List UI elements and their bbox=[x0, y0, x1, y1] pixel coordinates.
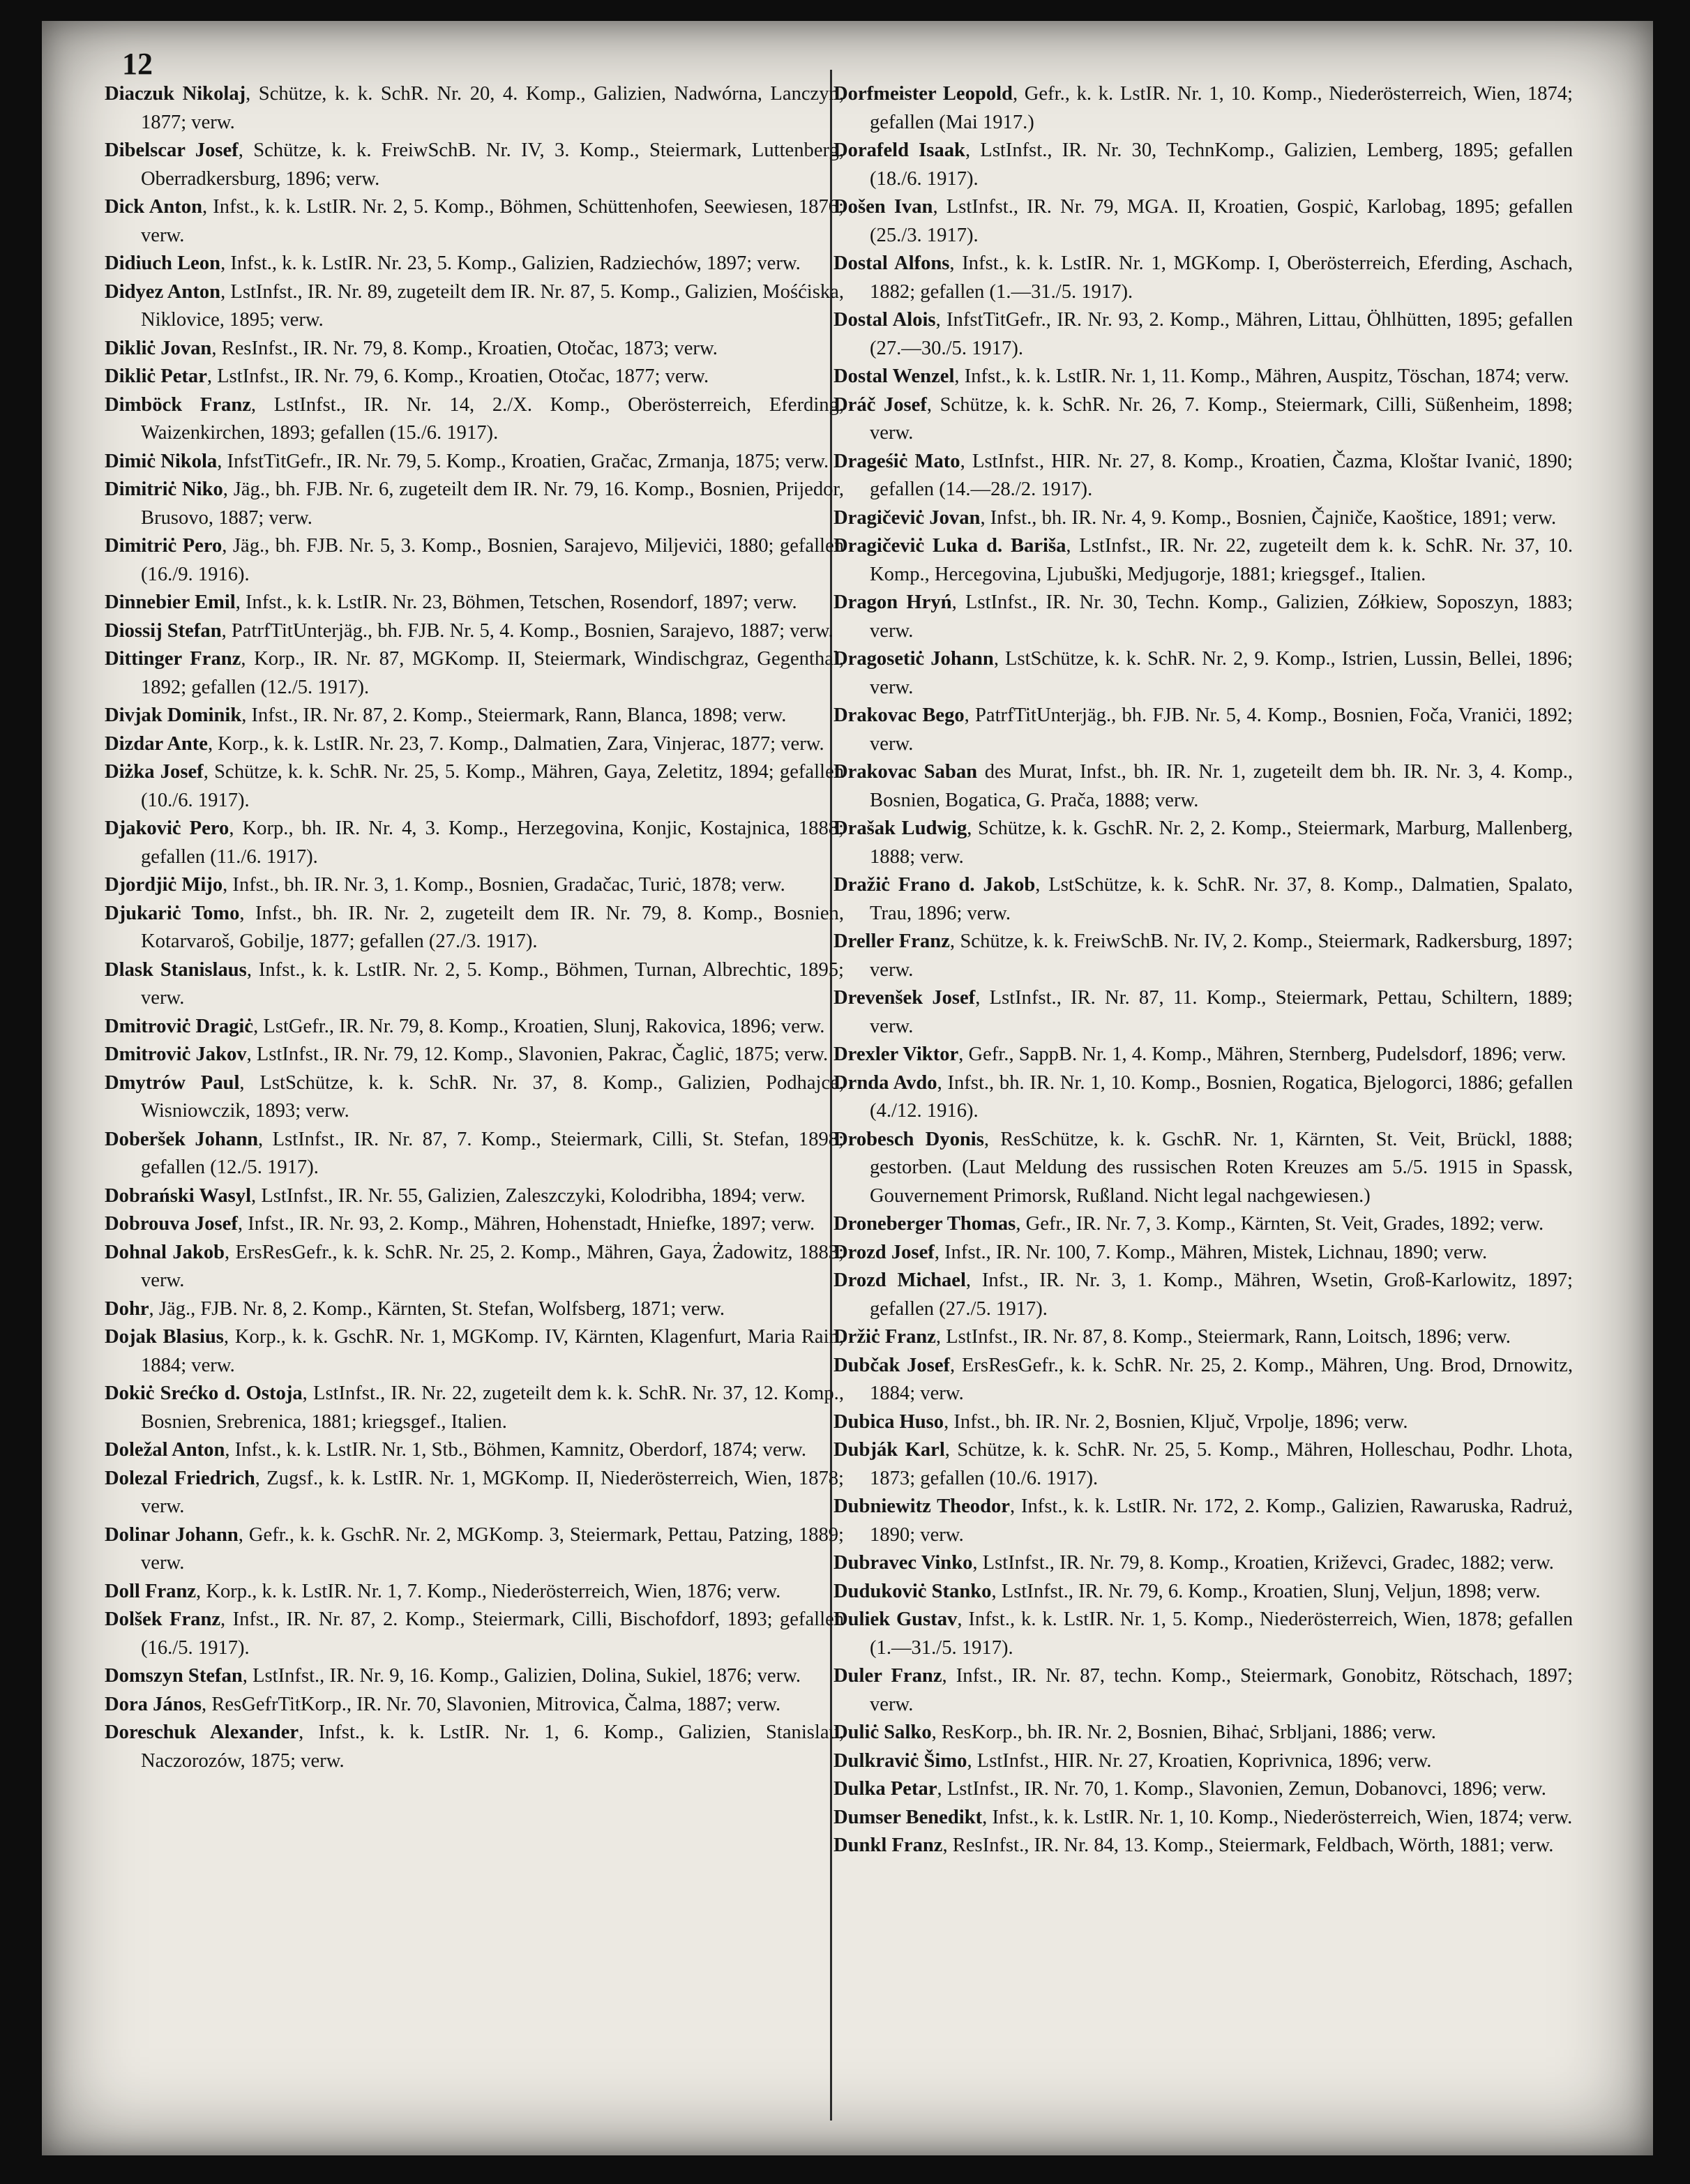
list-entry bbox=[833, 193, 1573, 250]
entry-details: , Jäg., bh. FJB. Nr. 6, zugeteilt dem IR. Nr. 79, 16. Komp., Bosnien, Prijedor, Brusovo, 1887; verw. bbox=[141, 479, 844, 529]
list-entry bbox=[833, 1747, 1573, 1776]
entry-name: Dorfmeister Leopold bbox=[833, 83, 1013, 105]
entry-details: , ErsResGefr., k. k. SchR. Nr. 25, 2. Komp., Mähren, Ung. Brod, Drnowitz, 1884; verw. bbox=[870, 1354, 1573, 1404]
list-entry bbox=[105, 1013, 844, 1041]
entry-details: , LstInfst., IR. Nr. 87, 7. Komp., Steiermark, Cilli, St. Stefan, 1898; gefallen (12./5. 1917). bbox=[141, 1128, 844, 1178]
list-entry bbox=[833, 137, 1573, 193]
list-entry bbox=[833, 1832, 1573, 1860]
entry-name: Dora János bbox=[105, 1693, 202, 1715]
entry-name: Dobrański Wasyl bbox=[105, 1184, 252, 1207]
entry-details: , Infst., IR. Nr. 3, 1. Komp., Mähren, Wsetin, Groß-Karlowitz, 1897; gefallen (27./5. 1917). bbox=[870, 1270, 1573, 1320]
list-entry bbox=[105, 617, 844, 646]
entry-name: Dragosetiċ Johann bbox=[833, 648, 994, 670]
entry-details: , Jäg., bh. FJB. Nr. 5, 3. Komp., Bosnien, Sarajevo, Miljeviċi, 1880; gefallen (16./9. 1916). bbox=[141, 535, 844, 585]
list-entry bbox=[105, 900, 844, 956]
entry-details: , ResSchütze, k. k. GschR. Nr. 1, Kärnten, St. Veit, Brückl, 1888; gestorben. (Laut Meldung des russischen Roten Kreuzes am 5./5. 1915 in Spassk, Gouvernement Primorsk, Rußland. Nicht legal nachgewiesen.) bbox=[870, 1128, 1573, 1207]
entry-name: Dizdar Ante bbox=[105, 732, 208, 755]
entry-details: , Infst., IR. Nr. 87, techn. Komp., Steiermark, Gonobitz, Rötschach, 1897; verw. bbox=[870, 1665, 1573, 1715]
entry-details: , ResGefrTitKorp., IR. Nr. 70, Slavonien, Mitrovica, Čalma, 1887; verw. bbox=[202, 1693, 781, 1715]
entry-details: , Schütze, k. k. SchR. Nr. 25, 5. Komp., Mähren, Holleschau, Podhr. Lhota, 1873; gefallen (10./6. 1917). bbox=[870, 1439, 1573, 1489]
entry-details: , Infst., IR. Nr. 87, 2. Komp., Steiermark, Rann, Blanca, 1898; verw. bbox=[241, 705, 787, 726]
list-entry bbox=[833, 448, 1573, 504]
entry-name: Dobrouva Josef bbox=[105, 1213, 238, 1235]
entry-name: Dick Anton bbox=[105, 196, 202, 218]
entry-name: Dimböck Franz bbox=[105, 393, 251, 416]
entry-details: , Infst., k. k. LstIR. Nr. 2, 5. Komp., Böhmen, Schüttenhofen, Seewiesen, 1876; verw. bbox=[141, 196, 845, 246]
entry-name: Domszyn Stefan bbox=[105, 1665, 243, 1687]
entry-details: , Infst., bh. IR. Nr. 2, Bosnien, Ključ, Vrpolje, 1896; verw. bbox=[944, 1410, 1408, 1433]
list-entry bbox=[833, 1719, 1573, 1747]
entry-details: , LstSchütze, k. k. SchR. Nr. 37, 8. Komp., Galizien, Podhajce, Wisniowczik, 1893; verw. bbox=[141, 1071, 845, 1122]
entry-details: , LstInfst., HIR. Nr. 27, Kroatien, Koprivnica, 1896; verw. bbox=[967, 1749, 1432, 1772]
entry-name: Duler Franz bbox=[833, 1665, 942, 1687]
entry-name: Dolezal Friedrich bbox=[105, 1467, 255, 1489]
entry-name: Dumser Benedikt bbox=[833, 1806, 983, 1828]
entry-details: , Jäg., FJB. Nr. 8, 2. Komp., Kärnten, St. Stefan, Wolfsberg, 1871; verw. bbox=[149, 1297, 725, 1320]
entry-details: , PatrfTitUnterjäg., bh. FJB. Nr. 5, 4. Komp., Bosnien, Foča, Vraniċi, 1892; verw. bbox=[870, 705, 1573, 755]
entry-name: Djukariċ Tomo bbox=[105, 902, 240, 924]
entry-details: , Infst., k. k. LstIR. Nr. 2, 5. Komp., Böhmen, Turnan, Albrechtic, 1895; verw. bbox=[141, 958, 844, 1009]
list-entry bbox=[105, 1465, 844, 1521]
entry-name: Dubniewitz Theodor bbox=[833, 1496, 1010, 1517]
entry-details: , Infst., k. k. LstIR. Nr. 1, 5. Komp., Niederösterreich, Wien, 1878; gefallen (1.—31./5. 1917). bbox=[870, 1609, 1573, 1659]
list-entry bbox=[833, 1239, 1573, 1267]
entry-details: des Murat, Infst., bh. IR. Nr. 1, zugeteilt dem bh. IR. Nr. 3, 4. Komp., Bosnien, Bogatica, G. Prača, 1888; verw. bbox=[870, 761, 1573, 811]
entry-details: , Korp., k. k. LstIR. Nr. 23, 7. Komp., Dalmatien, Zara, Vinjerac, 1877; verw. bbox=[208, 732, 824, 755]
entry-details: , Zugsf., k. k. LstIR. Nr. 1, MGKomp. II, Niederösterreich, Wien, 1878; verw. bbox=[141, 1467, 844, 1517]
list-entry bbox=[833, 815, 1573, 871]
entry-details: , ResInfst., IR. Nr. 79, 8. Komp., Kroatien, Otočac, 1873; verw. bbox=[211, 337, 718, 359]
entry-details: , Gefr., k. k. GschR. Nr. 2, MGKomp. 3, Steiermark, Pettau, Patzing, 1889; verw. bbox=[141, 1523, 844, 1574]
entry-details: , LstInfst., IR. Nr. 30, TechnKomp., Galizien, Lemberg, 1895; gefallen (18./6. 1917). bbox=[870, 140, 1573, 190]
entry-name: Drakovac Saban bbox=[833, 761, 978, 783]
entry-name: Dolinar Johann bbox=[105, 1523, 239, 1546]
list-entry bbox=[833, 1408, 1573, 1437]
entry-details: , Infst., k. k. LstIR. Nr. 172, 2. Komp., Galizien, Rawaruska, Radruż, 1890; verw. bbox=[870, 1496, 1573, 1546]
list-entry bbox=[833, 1804, 1573, 1832]
list-entry bbox=[105, 589, 844, 617]
entry-details: , LstInfst., IR. Nr. 9, 16. Komp., Galizien, Dolina, Sukiel, 1876; verw. bbox=[242, 1665, 801, 1687]
entry-name: Dražiċ Frano d. Jakob bbox=[833, 874, 1036, 896]
list-entry bbox=[105, 278, 844, 335]
list-entry bbox=[105, 758, 844, 815]
entry-details: , Schütze, k. k. FreiwSchB. Nr. IV, 3. Komp., Steiermark, Luttenberg, Oberradkersburg, 1896; verw. bbox=[141, 140, 844, 190]
list-entry bbox=[105, 1239, 844, 1295]
list-entry bbox=[105, 532, 844, 589]
list-entry bbox=[833, 1069, 1573, 1126]
entry-name: Dimiċ Nikola bbox=[105, 450, 218, 472]
entry-name: Dragon Hryń bbox=[833, 592, 952, 613]
entry-details: , Schütze, k. k. SchR. Nr. 26, 7. Komp., Steiermark, Cilli, Süßenheim, 1898; verw. bbox=[870, 393, 1573, 444]
entry-name: Dostal Alfons bbox=[833, 253, 950, 274]
entry-name: Dostal Alois bbox=[833, 309, 936, 331]
entry-name: Drozd Josef bbox=[833, 1241, 935, 1263]
list-entry bbox=[833, 363, 1573, 391]
list-entry bbox=[105, 80, 844, 137]
list-entry bbox=[833, 306, 1573, 363]
list-entry bbox=[833, 1775, 1573, 1804]
list-entry bbox=[105, 250, 844, 278]
list-entry bbox=[833, 1606, 1573, 1662]
list-entry bbox=[833, 1323, 1573, 1352]
entry-name: Droneberger Thomas bbox=[833, 1213, 1016, 1235]
right-column bbox=[833, 80, 1573, 1860]
entry-details: , LstInfst., IR. Nr. 55, Galizien, Zaleszczyki, Kolodribha, 1894; verw. bbox=[251, 1184, 806, 1207]
entry-name: Drašak Ludwig bbox=[833, 818, 967, 839]
entry-name: Drnda Avdo bbox=[833, 1071, 937, 1094]
entry-name: Diossij Stefan bbox=[105, 619, 222, 642]
entry-details: , LstInfst., IR. Nr. 79, 6. Komp., Kroatien, Otočac, 1877; verw. bbox=[206, 366, 709, 387]
entry-details: , Infst., IR. Nr. 100, 7. Komp., Mähren, Mistek, Lichnau, 1890; verw. bbox=[934, 1241, 1488, 1263]
entry-details: , LstInfst., IR. Nr. 22, zugeteilt dem k. k. SchR. Nr. 37, 10. Komp., Hercegovina, Ljubuški, Medjugorje, 1881; kriegsgef., Italien. bbox=[870, 535, 1573, 585]
list-entry bbox=[105, 1126, 844, 1182]
list-entry bbox=[105, 1295, 844, 1324]
entry-name: Dohnal Jakob bbox=[105, 1241, 225, 1263]
entry-details: , Gefr., IR. Nr. 7, 3. Komp., Kärnten, St. Veit, Grades, 1892; verw. bbox=[1016, 1213, 1544, 1235]
entry-name: Drageśiċ Mato bbox=[833, 450, 960, 472]
entry-details: , Schütze, k. k. FreiwSchB. Nr. IV, 2. Komp., Steiermark, Radkersburg, 1897; verw. bbox=[870, 931, 1573, 981]
entry-name: Dubják Karl bbox=[833, 1439, 945, 1461]
list-entry bbox=[105, 1606, 844, 1662]
page-number: 12 bbox=[122, 47, 153, 81]
list-entry bbox=[833, 928, 1573, 984]
entry-name: Dinnebier Emil bbox=[105, 592, 236, 613]
list-entry bbox=[833, 1578, 1573, 1606]
list-entry bbox=[833, 645, 1573, 702]
entry-details: , LstInfst., IR. Nr. 79, 8. Komp., Kroatien, Križevci, Gradec, 1882; verw. bbox=[972, 1552, 1554, 1574]
list-entry bbox=[105, 448, 844, 476]
entry-name: Dmitroviċ Dragiċ bbox=[105, 1015, 254, 1037]
entry-name: Diżka Josef bbox=[105, 761, 204, 783]
entry-name: Dmytrów Paul bbox=[105, 1071, 240, 1094]
entry-details: , Schütze, k. k. SchR. Nr. 25, 5. Komp., Mähren, Gaya, Zeletitz, 1894; gefallen (10./6. 1917). bbox=[141, 761, 844, 811]
entry-details: , LstInfst., IR. Nr. 79, 12. Komp., Slavonien, Pakrac, Čagliċ, 1875; verw. bbox=[246, 1044, 829, 1065]
list-entry bbox=[105, 645, 844, 702]
entry-details: , Schütze, k. k. SchR. Nr. 20, 4. Komp., Galizien, Nadwórna, Lanczyn, 1877; verw. bbox=[141, 83, 844, 133]
list-entry bbox=[833, 1549, 1573, 1578]
entry-name: Doberšek Johann bbox=[105, 1128, 259, 1150]
entry-name: Dubica Huso bbox=[833, 1410, 944, 1433]
entry-details: , Infst., k. k. LstIR. Nr. 23, Böhmen, Tetschen, Rosendorf, 1897; verw. bbox=[235, 592, 797, 613]
list-entry bbox=[105, 1323, 844, 1380]
entry-name: Didyez Anton bbox=[105, 280, 221, 303]
list-entry bbox=[105, 1041, 844, 1069]
entry-details: , LstGefr., IR. Nr. 79, 8. Komp., Kroatien, Slunj, Rakovica, 1896; verw. bbox=[253, 1015, 825, 1037]
list-entry bbox=[833, 391, 1573, 448]
entry-details: , Schütze, k. k. GschR. Nr. 2, 2. Komp., Steiermark, Marburg, Mallenberg, 1888; verw. bbox=[870, 818, 1573, 868]
list-entry bbox=[833, 1041, 1573, 1069]
entry-name: Dragičeviċ Luka d. Bariša bbox=[833, 535, 1066, 557]
list-entry bbox=[105, 1069, 844, 1126]
entry-name: Drakovac Bego bbox=[833, 705, 965, 726]
list-entry bbox=[833, 589, 1573, 645]
entry-details: , LstInfst., IR. Nr. 87, 11. Komp., Steiermark, Pettau, Schiltern, 1889; verw. bbox=[870, 987, 1574, 1037]
entry-details: , Infst., k. k. LstIR. Nr. 1, 11. Komp., Mähren, Auspitz, Töschan, 1874; verw. bbox=[954, 366, 1569, 387]
entry-name: Dimitriċ Niko bbox=[105, 479, 223, 500]
list-entry bbox=[105, 1521, 844, 1578]
entry-details: , Infst., k. k. LstIR. Nr. 1, MGKomp. I, Oberösterreich, Eferding, Aschach, 1882; gefallen (1.—31./5. 1917). bbox=[870, 253, 1573, 303]
list-entry bbox=[105, 193, 844, 250]
list-entry bbox=[105, 815, 844, 871]
entry-details: , LstInfst., HIR. Nr. 27, 8. Komp., Kroatien, Čazma, Kloštar Ivaniċ, 1890; gefallen (14.—28./2. 1917). bbox=[870, 450, 1573, 500]
entry-name: Dorafeld Isaak bbox=[833, 140, 965, 161]
entry-name: Dokiċ Srećko d. Ostoja bbox=[105, 1383, 303, 1404]
entry-details: , InfstTitGefr., IR. Nr. 93, 2. Komp., Mähren, Littau, Öhlhütten, 1895; gefallen (27.—30./5. 1917). bbox=[870, 309, 1573, 359]
entry-details: , LstSchütze, k. k. SchR. Nr. 37, 8. Komp., Dalmatien, Spalato, Trau, 1896; verw. bbox=[870, 874, 1573, 924]
entry-name: Držiċ Franz bbox=[833, 1326, 936, 1348]
entry-name: Dolšek Franz bbox=[105, 1609, 221, 1630]
entry-name: Dibelscar Josef bbox=[105, 140, 239, 161]
entry-details: , Gefr., k. k. LstIR. Nr. 1, 10. Komp., Niederösterreich, Wien, 1874; gefallen (Mai 1917.) bbox=[870, 83, 1573, 133]
entry-name: Dittinger Franz bbox=[105, 648, 241, 670]
entry-name: Duliek Gustav bbox=[833, 1609, 958, 1630]
entry-name: Drexler Viktor bbox=[833, 1044, 959, 1065]
list-entry bbox=[833, 532, 1573, 589]
entry-name: Došen Ivan bbox=[833, 196, 933, 218]
list-entry bbox=[105, 363, 844, 391]
entry-details: , LstInfst., IR. Nr. 70, 1. Komp., Slavonien, Zemun, Dobanovci, 1896; verw. bbox=[937, 1778, 1546, 1800]
entry-details: , LstInfst., IR. Nr. 89, zugeteilt dem IR. Nr. 87, 5. Komp., Galizien, Mośćiska, Niklovice, 1895; verw. bbox=[141, 280, 844, 331]
list-entry bbox=[105, 335, 844, 363]
entry-details: , LstInfst., IR. Nr. 79, MGA. II, Kroatien, Gospiċ, Karlobag, 1895; gefallen (25./3. 1917). bbox=[870, 196, 1573, 246]
entry-details: , Gefr., SappB. Nr. 1, 4. Komp., Mähren, Sternberg, Pudelsdorf, 1896; verw. bbox=[958, 1044, 1567, 1065]
entry-details: , Infst., k. k. LstIR. Nr. 23, 5. Komp., Galizien, Radziechów, 1897; verw. bbox=[220, 253, 801, 274]
list-entry bbox=[833, 1493, 1573, 1549]
list-entry bbox=[833, 1436, 1573, 1493]
entry-name: Dulkraviċ Šimo bbox=[833, 1749, 967, 1772]
list-entry bbox=[105, 137, 844, 193]
list-entry bbox=[105, 1436, 844, 1465]
entry-name: Dulka Petar bbox=[833, 1778, 937, 1800]
entry-details: , Infst., bh. IR. Nr. 1, 10. Komp., Bosnien, Rogatica, Bjelogorci, 1886; gefallen (4./12. 1916). bbox=[870, 1071, 1573, 1122]
entry-name: Djordjiċ Mijo bbox=[105, 874, 223, 896]
entry-name: Dimitriċ Pero bbox=[105, 535, 222, 557]
entry-name: Dikliċ Petar bbox=[105, 366, 207, 387]
entry-name: Dunkl Franz bbox=[833, 1835, 943, 1856]
entry-name: Dudukoviċ Stanko bbox=[833, 1580, 992, 1602]
entry-details: , LstInfst., IR. Nr. 79, 6. Komp., Kroatien, Slunj, Veljun, 1898; verw. bbox=[991, 1580, 1541, 1602]
entry-details: , LstInfst., IR. Nr. 87, 8. Komp., Steiermark, Rann, Loitsch, 1896; verw. bbox=[935, 1326, 1511, 1348]
entry-details: , ResInfst., IR. Nr. 84, 13. Komp., Steiermark, Feldbach, Wörth, 1881; verw. bbox=[942, 1835, 1554, 1856]
entry-details: , Infst., k. k. LstIR. Nr. 1, 6. Komp., Galizien, Stanislau, Naczorozów, 1875; verw. bbox=[141, 1722, 844, 1772]
list-entry bbox=[105, 1719, 844, 1775]
list-entry bbox=[833, 250, 1573, 306]
entry-name: Dreller Franz bbox=[833, 931, 950, 952]
entry-details: , LstInfst., IR. Nr. 22, zugeteilt dem k. k. SchR. Nr. 37, 12. Komp., Bosnien, Srebrenica, 1881; kriegsgef., Italien. bbox=[141, 1383, 844, 1433]
entry-details: , LstInfst., IR. Nr. 14, 2./X. Komp., Oberösterreich, Eferding, Waizenkirchen, 1893; gefallen (15./6. 1917). bbox=[141, 393, 845, 444]
entry-details: , Infst., k. k. LstIR. Nr. 1, Stb., Böhmen, Kamnitz, Oberdorf, 1874; verw. bbox=[225, 1439, 806, 1461]
entry-details: , Korp., IR. Nr. 87, MGKomp. II, Steiermark, Windischgraz, Gegenthal, 1892; gefallen (12./5. 1917). bbox=[141, 648, 844, 698]
list-entry bbox=[105, 1578, 844, 1606]
entry-name: Dojak Blasius bbox=[105, 1326, 224, 1348]
document-page bbox=[42, 21, 1653, 2155]
entry-details: , LstInfst., IR. Nr. 30, Techn. Komp., Galizien, Zółkiew, Soposzyn, 1883; verw. bbox=[870, 592, 1573, 642]
list-entry bbox=[105, 730, 844, 759]
entry-details: , InfstTitGefr., IR. Nr. 79, 5. Komp., Kroatien, Gračac, Zrmanja, 1875; verw. bbox=[217, 450, 829, 472]
list-entry bbox=[105, 391, 844, 448]
left-column bbox=[105, 80, 844, 1775]
entry-name: Doležal Anton bbox=[105, 1439, 225, 1461]
entry-details: , Infst., IR. Nr. 93, 2. Komp., Mähren, Hohenstadt, Hniefke, 1897; verw. bbox=[237, 1213, 815, 1235]
entry-details: , Korp., k. k. LstIR. Nr. 1, 7. Komp., Niederösterreich, Wien, 1876; verw. bbox=[196, 1580, 781, 1602]
list-entry bbox=[105, 1691, 844, 1719]
list-entry bbox=[105, 702, 844, 730]
entry-name: Dubravec Vinko bbox=[833, 1552, 973, 1574]
entry-name: Duliċ Salko bbox=[833, 1722, 932, 1743]
list-entry bbox=[105, 1182, 844, 1211]
entry-name: Dohr bbox=[105, 1297, 149, 1320]
list-entry bbox=[833, 80, 1573, 137]
entry-name: Diaczuk Nikolaj bbox=[105, 83, 246, 105]
list-entry bbox=[833, 1662, 1573, 1719]
list-entry bbox=[833, 504, 1573, 533]
entry-name: Dikliċ Jovan bbox=[105, 337, 212, 359]
list-entry bbox=[833, 758, 1573, 815]
entry-details: , Infst., bh. IR. Nr. 2, zugeteilt dem IR. Nr. 79, 8. Komp., Bosnien, Kotarvaroš, Gobilje, 1877; gefallen (27./3. 1917). bbox=[141, 902, 845, 952]
entry-name: Drozd Michael bbox=[833, 1270, 966, 1291]
entry-name: Doreschuk Alexander bbox=[105, 1722, 299, 1743]
entry-name: Dráč Josef bbox=[833, 393, 927, 416]
list-entry bbox=[105, 476, 844, 532]
entry-details: , PatrfTitUnterjäg., bh. FJB. Nr. 5, 4. Komp., Bosnien, Sarajevo, 1887; verw. bbox=[221, 619, 833, 642]
entry-details: , LstSchütze, k. k. SchR. Nr. 2, 9. Komp., Istrien, Lussin, Bellei, 1896; verw. bbox=[870, 648, 1573, 698]
list-entry bbox=[105, 1210, 844, 1239]
entry-details: , Infst., IR. Nr. 87, 2. Komp., Steiermark, Cilli, Bischofdorf, 1893; gefallen (16./5. 1917). bbox=[141, 1609, 845, 1659]
entry-details: , Infst., bh. IR. Nr. 3, 1. Komp., Bosnien, Gradačac, Turiċ, 1878; verw. bbox=[222, 874, 785, 896]
entry-name: Dostal Wenzel bbox=[833, 366, 955, 387]
entry-details: , Korp., k. k. GschR. Nr. 1, MGKomp. IV, Kärnten, Klagenfurt, Maria Rain, 1884; verw. bbox=[141, 1326, 844, 1376]
list-entry bbox=[833, 984, 1573, 1041]
entry-details: , Infst., k. k. LstIR. Nr. 1, 10. Komp., Niederösterreich, Wien, 1874; verw. bbox=[982, 1806, 1573, 1828]
list-entry bbox=[833, 1210, 1573, 1239]
entry-name: Didiuch Leon bbox=[105, 253, 221, 274]
entry-name: Dragičeviċ Jovan bbox=[833, 506, 981, 529]
list-entry bbox=[105, 1662, 844, 1691]
entry-name: Djakoviċ Pero bbox=[105, 818, 229, 839]
entry-name: Drobesch Dyonis bbox=[833, 1128, 984, 1150]
list-entry bbox=[833, 1352, 1573, 1408]
list-entry bbox=[833, 1267, 1573, 1323]
entry-details: , ErsResGefr., k. k. SchR. Nr. 25, 2. Komp., Mähren, Gaya, Żadowitz, 1883; verw. bbox=[141, 1241, 845, 1291]
entry-name: Divjak Dominik bbox=[105, 705, 242, 726]
list-entry bbox=[105, 871, 844, 900]
entry-name: Doll Franz bbox=[105, 1580, 197, 1602]
entry-details: , Korp., bh. IR. Nr. 4, 3. Komp., Herzegovina, Konjic, Kostajnica, 1888; gefallen (11./6. 1917). bbox=[141, 818, 844, 868]
list-entry bbox=[105, 1380, 844, 1436]
list-entry bbox=[833, 871, 1573, 928]
entry-name: Drevenšek Josef bbox=[833, 987, 976, 1009]
entry-name: Dlask Stanislaus bbox=[105, 958, 247, 981]
entry-name: Dubčak Josef bbox=[833, 1354, 951, 1376]
list-entry bbox=[833, 1126, 1573, 1211]
list-entry bbox=[833, 702, 1573, 758]
entry-details: , ResKorp., bh. IR. Nr. 2, Bosnien, Bihaċ, Srbljani, 1886; verw. bbox=[931, 1722, 1436, 1743]
list-entry bbox=[105, 956, 844, 1013]
entry-name: Dmitroviċ Jakov bbox=[105, 1044, 247, 1065]
entry-details: , Infst., bh. IR. Nr. 4, 9. Komp., Bosnien, Čajniče, Kaoštice, 1891; verw. bbox=[980, 506, 1557, 529]
